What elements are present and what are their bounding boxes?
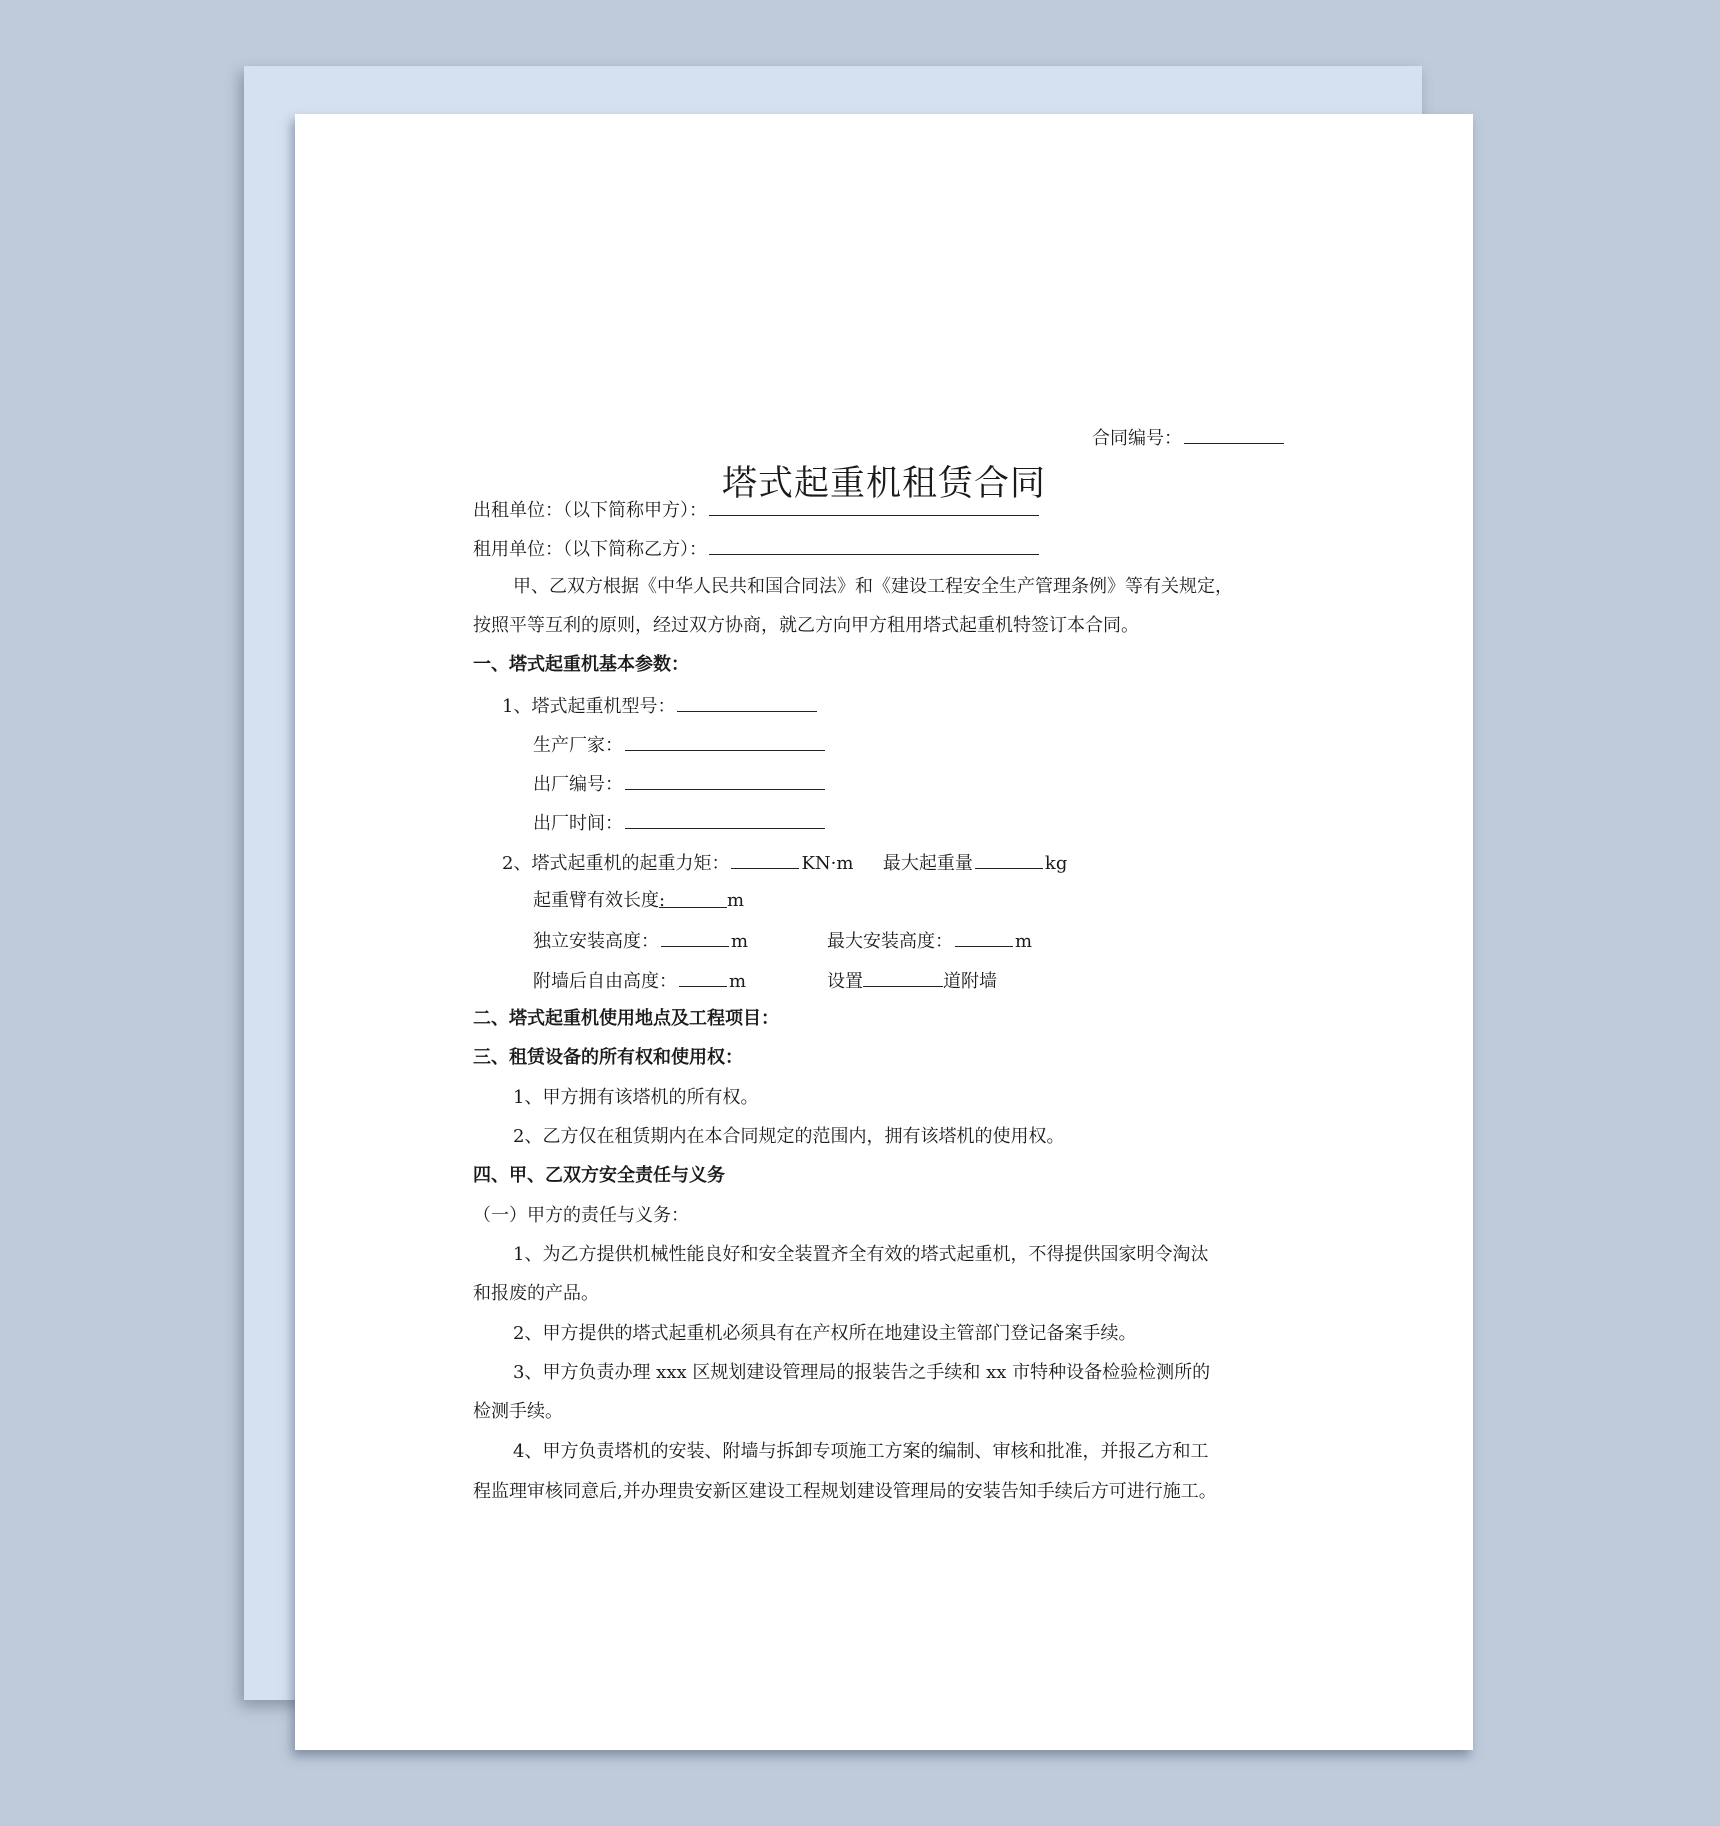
wall-ties-label: 设置 (827, 971, 863, 992)
jib-length-row (533, 889, 744, 913)
section-2-heading: 二、塔式起重机使用地点及工程项目： (473, 1008, 779, 1029)
intro-paragraph-line-1: 甲、乙双方根据《中华人民共和国合同法》和《建设工程安全生产管理条例》等有关规定， (513, 576, 1233, 597)
lessee-blank[interactable] (709, 536, 1039, 555)
section-3-item-2: 2、乙方仅在租赁期内在本合同规定的范围内，拥有该塔机的使用权。 (513, 1126, 1065, 1147)
manufacturer-label: 生产厂家： (533, 735, 623, 756)
max-height-row (827, 928, 1032, 954)
manufacturer-row (533, 732, 827, 758)
free-height-blank[interactable] (661, 928, 729, 947)
max-load-blank[interactable] (975, 850, 1043, 869)
manufacture-date-blank[interactable] (625, 810, 825, 829)
max-load-unit: kg (1044, 853, 1068, 874)
section-3-heading: 三、租赁设备的所有权和使用权： (473, 1047, 743, 1068)
lifting-moment-label: 2、塔式起重机的起重力矩： (502, 853, 730, 874)
section-4-item-2: 2、甲方提供的塔式起重机必须具有在产权所在地建设主管部门登记备案手续。 (513, 1323, 1137, 1344)
tied-height-blank[interactable] (679, 968, 727, 987)
manufacture-date-label: 出厂时间： (533, 813, 623, 834)
lifting-moment-row (502, 850, 1067, 876)
lessor-blank[interactable] (709, 497, 1039, 516)
max-height-blank[interactable] (955, 928, 1013, 947)
intro-paragraph-line-2: 按照平等互利的原则，经过双方协商，就乙方向甲方租用塔式起重机特签订本合同。 (473, 615, 1139, 636)
serial-number-blank[interactable] (625, 771, 825, 790)
section-3-item-1: 1、甲方拥有该塔机的所有权。 (513, 1087, 759, 1108)
document-title: 塔式起重机租赁合同 (721, 464, 1046, 504)
lessee-label: 租用单位：（以下简称乙方）： (473, 539, 707, 560)
jib-length-blank[interactable] (659, 889, 727, 911)
lifting-moment-blank[interactable] (731, 850, 799, 869)
contract-number-blank[interactable] (1184, 425, 1284, 444)
wall-ties-blank[interactable] (863, 968, 943, 987)
serial-number-label: 出厂编号： (533, 774, 623, 795)
section-4-item-1-line-1: 1、为乙方提供机械性能良好和安全装置齐全有效的塔式起重机，不得提供国家明令淘汰 (513, 1244, 1209, 1265)
section-4-item-4-line-2: 程监理审核同意后,并办理贵安新区建设工程规划建设管理局的安装告知手续后方可进行施工。 (473, 1481, 1217, 1502)
crane-model-row (502, 693, 819, 719)
contract-document (295, 114, 1473, 1750)
jib-length-label: 起重臂有效长度 (533, 890, 659, 911)
section-1-heading: 一、塔式起重机基本参数： (473, 654, 689, 675)
lessor-label: 出租单位：（以下简称甲方）： (473, 500, 707, 521)
free-height-label: 独立安装高度： (533, 931, 659, 952)
lessee-row (473, 536, 1041, 562)
section-4-heading: 四、甲、乙双方安全责任与义务 (473, 1165, 725, 1186)
contract-number-label: 合同编号： (1092, 428, 1182, 449)
tied-height-unit: m (729, 971, 747, 992)
lifting-moment-unit: KN·m (801, 853, 854, 874)
contract-number-row (1092, 425, 1286, 451)
section-4-item-4-line-1: 4、甲方负责塔机的安装、附墙与拆卸专项施工方案的编制、审核和批准，并报乙方和工 (513, 1441, 1209, 1462)
serial-number-row (533, 771, 827, 797)
tied-height-label: 附墙后自由高度： (533, 971, 677, 992)
section-4-sub-1-heading: （一）甲方的责任与义务： (473, 1205, 689, 1226)
manufacturer-blank[interactable] (625, 732, 825, 751)
wall-ties-unit: 道附墙 (943, 971, 997, 992)
crane-model-label: 1、塔式起重机型号： (502, 696, 676, 717)
tied-height-row (533, 968, 746, 994)
front-page-sheet (295, 114, 1473, 1750)
max-height-unit: m (1015, 931, 1033, 952)
crane-model-blank[interactable] (677, 693, 817, 712)
free-height-unit: m (731, 931, 749, 952)
max-load-label: 最大起重量 (882, 853, 973, 874)
jib-length-colon: : (659, 890, 666, 911)
manufacture-date-row (533, 810, 827, 836)
jib-length-unit: m (727, 890, 745, 911)
free-height-row (533, 928, 748, 954)
section-4-item-3-line-1: 3、甲方负责办理 xxx 区规划建设管理局的报装告之手续和 xx 市特种设备检验检测所的 (513, 1362, 1211, 1383)
section-4-item-1-line-2: 和报废的产品。 (473, 1283, 599, 1304)
wall-ties-row (827, 968, 997, 994)
lessor-row (473, 497, 1041, 523)
max-height-label: 最大安装高度： (827, 931, 953, 952)
section-4-item-3-line-2: 检测手续。 (473, 1401, 563, 1422)
